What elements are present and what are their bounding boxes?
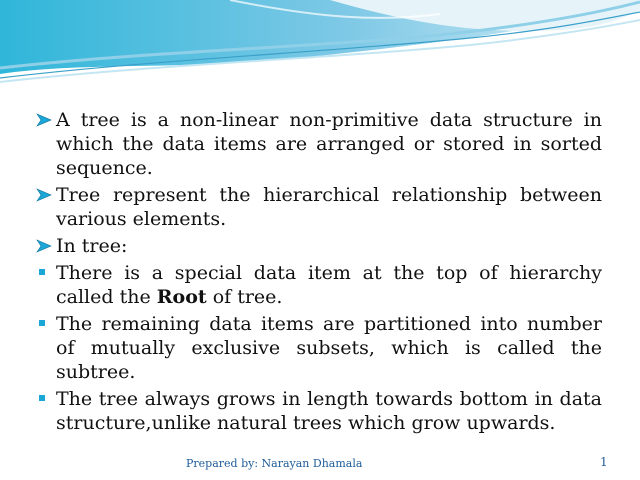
bullet-list [36,108,602,435]
bullet-item [36,108,602,180]
bullet-text: The tree always grows in length towards bottom in data structure,unlike natural trees which grow upwards. [56,388,602,434]
square-icon [36,312,54,336]
bullet-item [36,261,602,309]
arrow-icon [36,108,54,132]
root-keyword: Root [156,286,207,308]
bullet-item [36,312,602,384]
bullet-text: The remaining data items are partitioned into number of mutually exclusive subsets, which is called the subtree. [56,313,602,383]
header-wave-decoration [0,0,640,90]
slide-title [310,100,328,106]
bullet-item [36,234,602,258]
square-icon [36,387,54,411]
bullet-text: There is a special data item at the top of hierarchy called the [56,262,602,308]
bullet-item [36,183,602,231]
arrow-icon [36,183,54,207]
square-icon [36,261,54,285]
bullet-item [36,387,602,435]
arrow-icon [36,234,54,258]
bullet-text: A tree is a non-linear non-primitive data structure in which the data items are arranged or stored in sorted sequence. [56,109,602,179]
bullet-text: of tree. [206,286,283,308]
bullet-text: In tree: [56,235,128,257]
footer-author: Prepared by: Narayan Dhamala [186,457,363,470]
page-number: 1 [600,455,608,469]
bullet-text: Tree represent the hierarchical relationship between various elements. [56,184,602,230]
